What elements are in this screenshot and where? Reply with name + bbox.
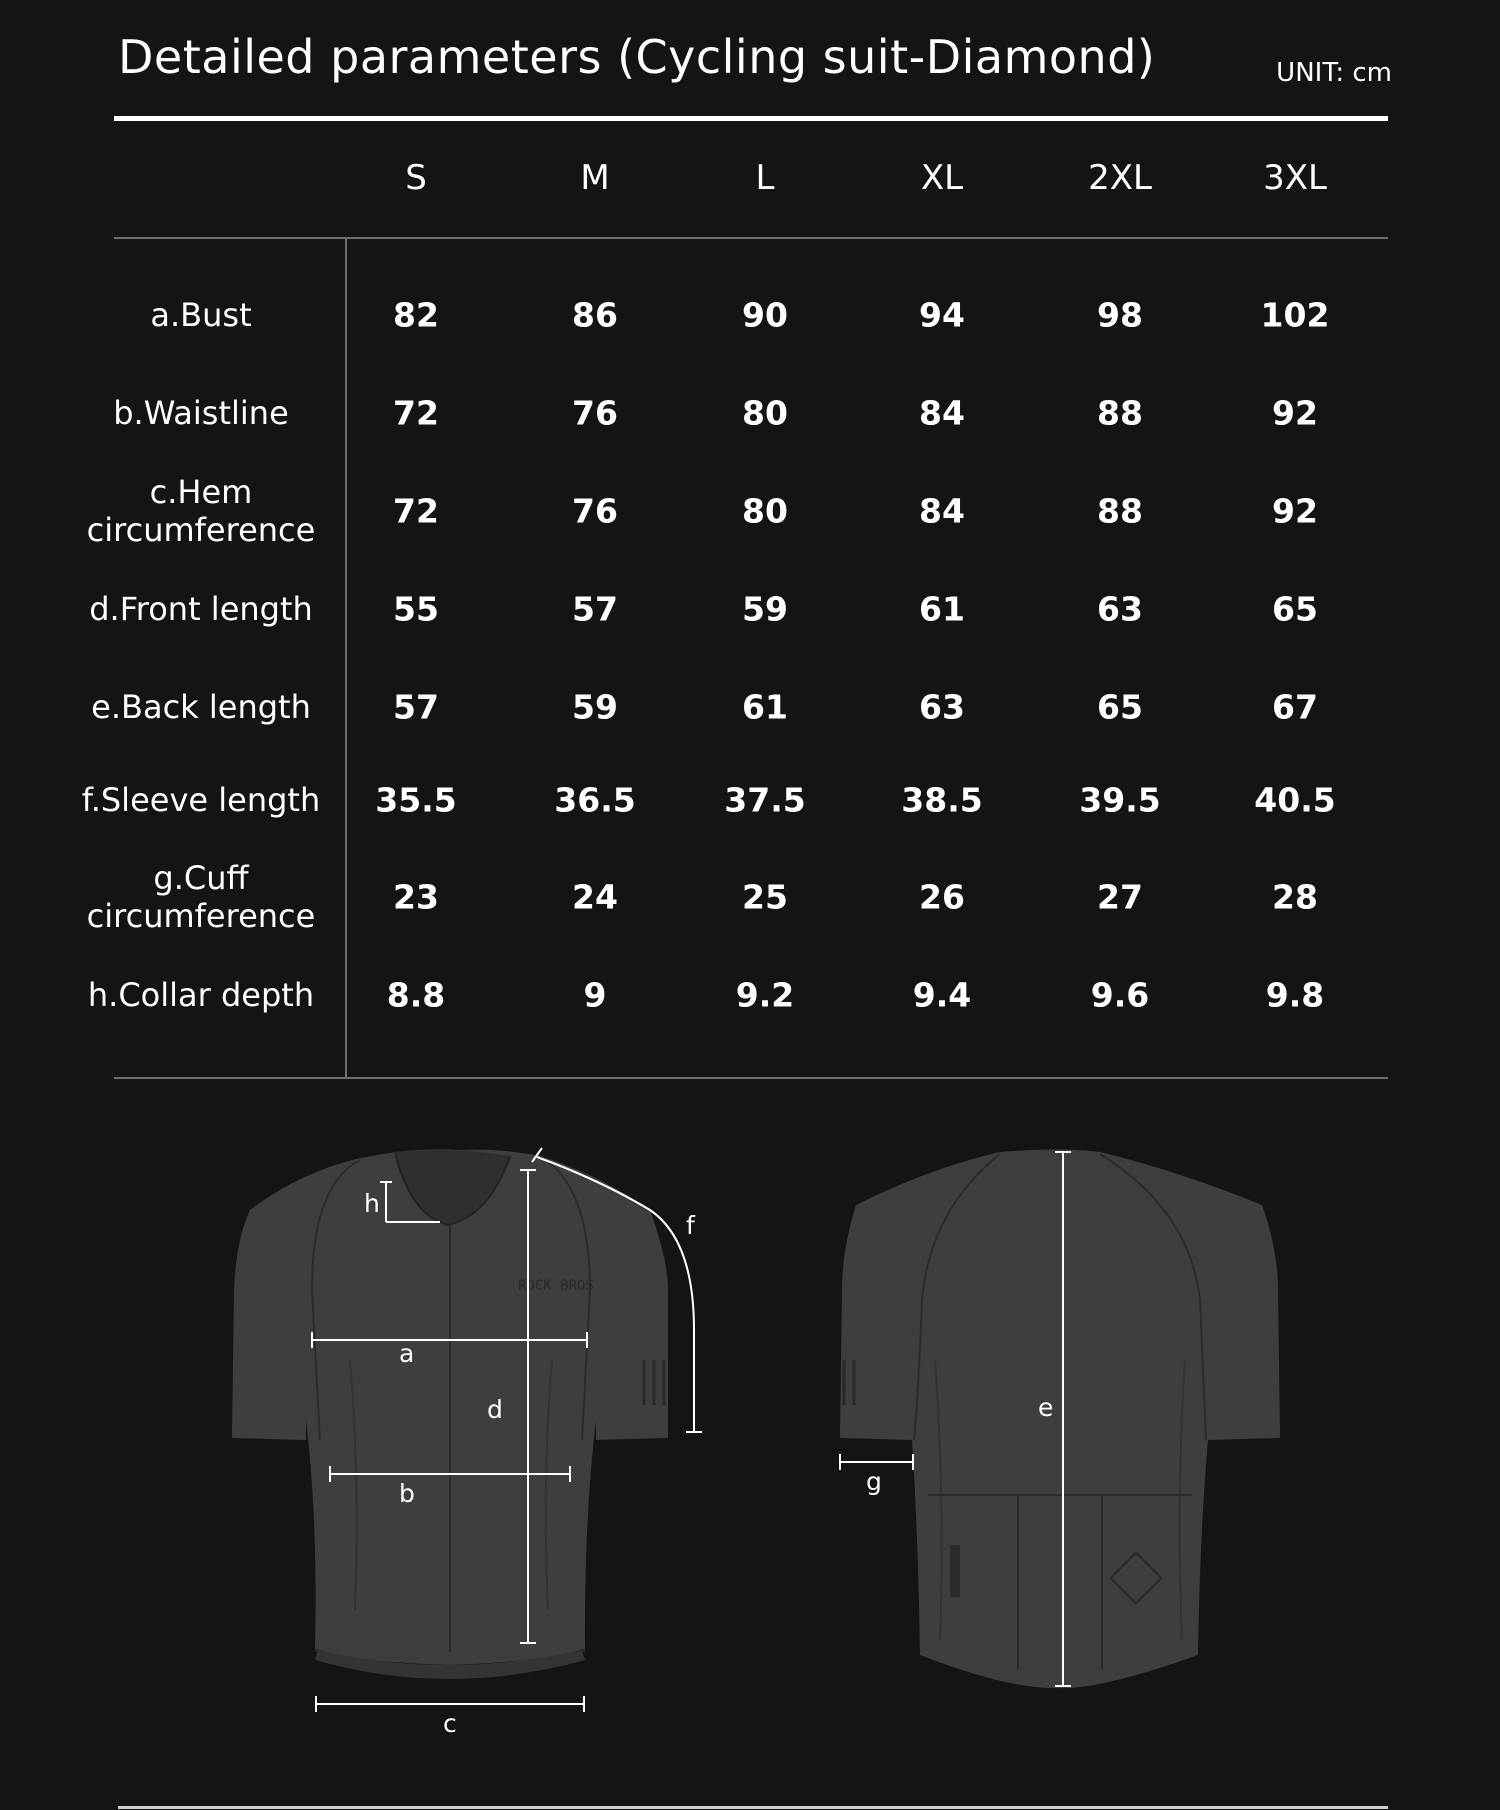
page-title: Detailed parameters (Cycling suit-Diamond) — [118, 30, 1156, 84]
table-cell: 88 — [1097, 491, 1143, 531]
front-jersey — [232, 1149, 668, 1679]
table-cell: 35.5 — [375, 780, 457, 820]
table-cell: 9.4 — [912, 975, 972, 1015]
table-cell: 92 — [1272, 393, 1318, 433]
dim-label-a: a — [399, 1339, 415, 1368]
table-cell: 40.5 — [1254, 780, 1336, 820]
row-label: d.Front length — [89, 590, 313, 628]
table-cell: 65 — [1097, 687, 1143, 727]
table-cell: 61 — [919, 589, 965, 629]
table-cell: 72 — [393, 393, 439, 433]
size-header-xl: XL — [920, 158, 964, 198]
table-cell: 84 — [919, 491, 965, 531]
table-cell: 80 — [742, 491, 788, 531]
table-cell: 9 — [583, 975, 607, 1015]
table-cell: 65 — [1272, 589, 1318, 629]
size-header-2xl: 2XL — [1088, 158, 1152, 198]
dim-label-b: b — [399, 1479, 415, 1508]
table-cell: 59 — [572, 687, 618, 727]
table-cell: 36.5 — [554, 780, 636, 820]
back-jersey-body — [840, 1150, 1280, 1689]
table-cell: 57 — [572, 589, 618, 629]
row-label: f.Sleeve length — [81, 781, 321, 819]
front-logo: ROCK BROS — [518, 1278, 594, 1294]
table-cell: 8.8 — [386, 975, 446, 1015]
size-header-m: M — [580, 158, 610, 198]
table-cell: 72 — [393, 491, 439, 531]
table-cell: 98 — [1097, 295, 1143, 335]
back-jersey — [840, 1150, 1280, 1689]
size-header-s: S — [405, 158, 427, 198]
row-label: h.Collar depth — [87, 976, 315, 1014]
table-cell: 39.5 — [1079, 780, 1161, 820]
size-header-3xl: 3XL — [1263, 158, 1327, 198]
table-cell: 26 — [919, 877, 965, 917]
table-cell: 9.6 — [1090, 975, 1150, 1015]
dim-label-d: d — [487, 1395, 503, 1424]
table-cell: 38.5 — [901, 780, 983, 820]
table-cell: 59 — [742, 589, 788, 629]
table-cell: 76 — [572, 393, 618, 433]
table-cell: 9.8 — [1265, 975, 1325, 1015]
table-cell: 9.2 — [735, 975, 795, 1015]
table-cell: 76 — [572, 491, 618, 531]
row-label: g.Cuff circumference — [86, 859, 316, 935]
row-label: b.Waistline — [113, 394, 289, 432]
table-cell: 90 — [742, 295, 788, 335]
table-cell: 84 — [919, 393, 965, 433]
table-cell: 57 — [393, 687, 439, 727]
table-cell: 63 — [1097, 589, 1143, 629]
dim-label-e: e — [1038, 1393, 1054, 1422]
table-cell: 82 — [393, 295, 439, 335]
table-cell: 27 — [1097, 877, 1143, 917]
table-cell: 94 — [919, 295, 965, 335]
table-cell: 80 — [742, 393, 788, 433]
row-label: c.Hem circumference — [86, 473, 316, 549]
table-cell: 28 — [1272, 877, 1318, 917]
table-cell: 55 — [393, 589, 439, 629]
bottom-divider — [118, 1806, 1388, 1809]
table-cell: 61 — [742, 687, 788, 727]
table-cell: 24 — [572, 877, 618, 917]
table-cell: 102 — [1260, 295, 1330, 335]
dim-label-c: c — [443, 1709, 457, 1738]
table-cell: 37.5 — [724, 780, 806, 820]
table-cell: 92 — [1272, 491, 1318, 531]
table-cell: 23 — [393, 877, 439, 917]
table-cell: 88 — [1097, 393, 1143, 433]
row-label: e.Back length — [91, 688, 311, 726]
table-cell: 63 — [919, 687, 965, 727]
table-cell: 67 — [1272, 687, 1318, 727]
row-label: a.Bust — [150, 296, 252, 334]
table-cell: 25 — [742, 877, 788, 917]
dim-label-g: g — [866, 1467, 882, 1496]
dim-label-f: f — [686, 1211, 695, 1240]
table-cell: 86 — [572, 295, 618, 335]
size-header-l: L — [755, 158, 775, 198]
dim-label-h: h — [364, 1189, 380, 1218]
unit-label: UNIT: cm — [1276, 58, 1392, 88]
